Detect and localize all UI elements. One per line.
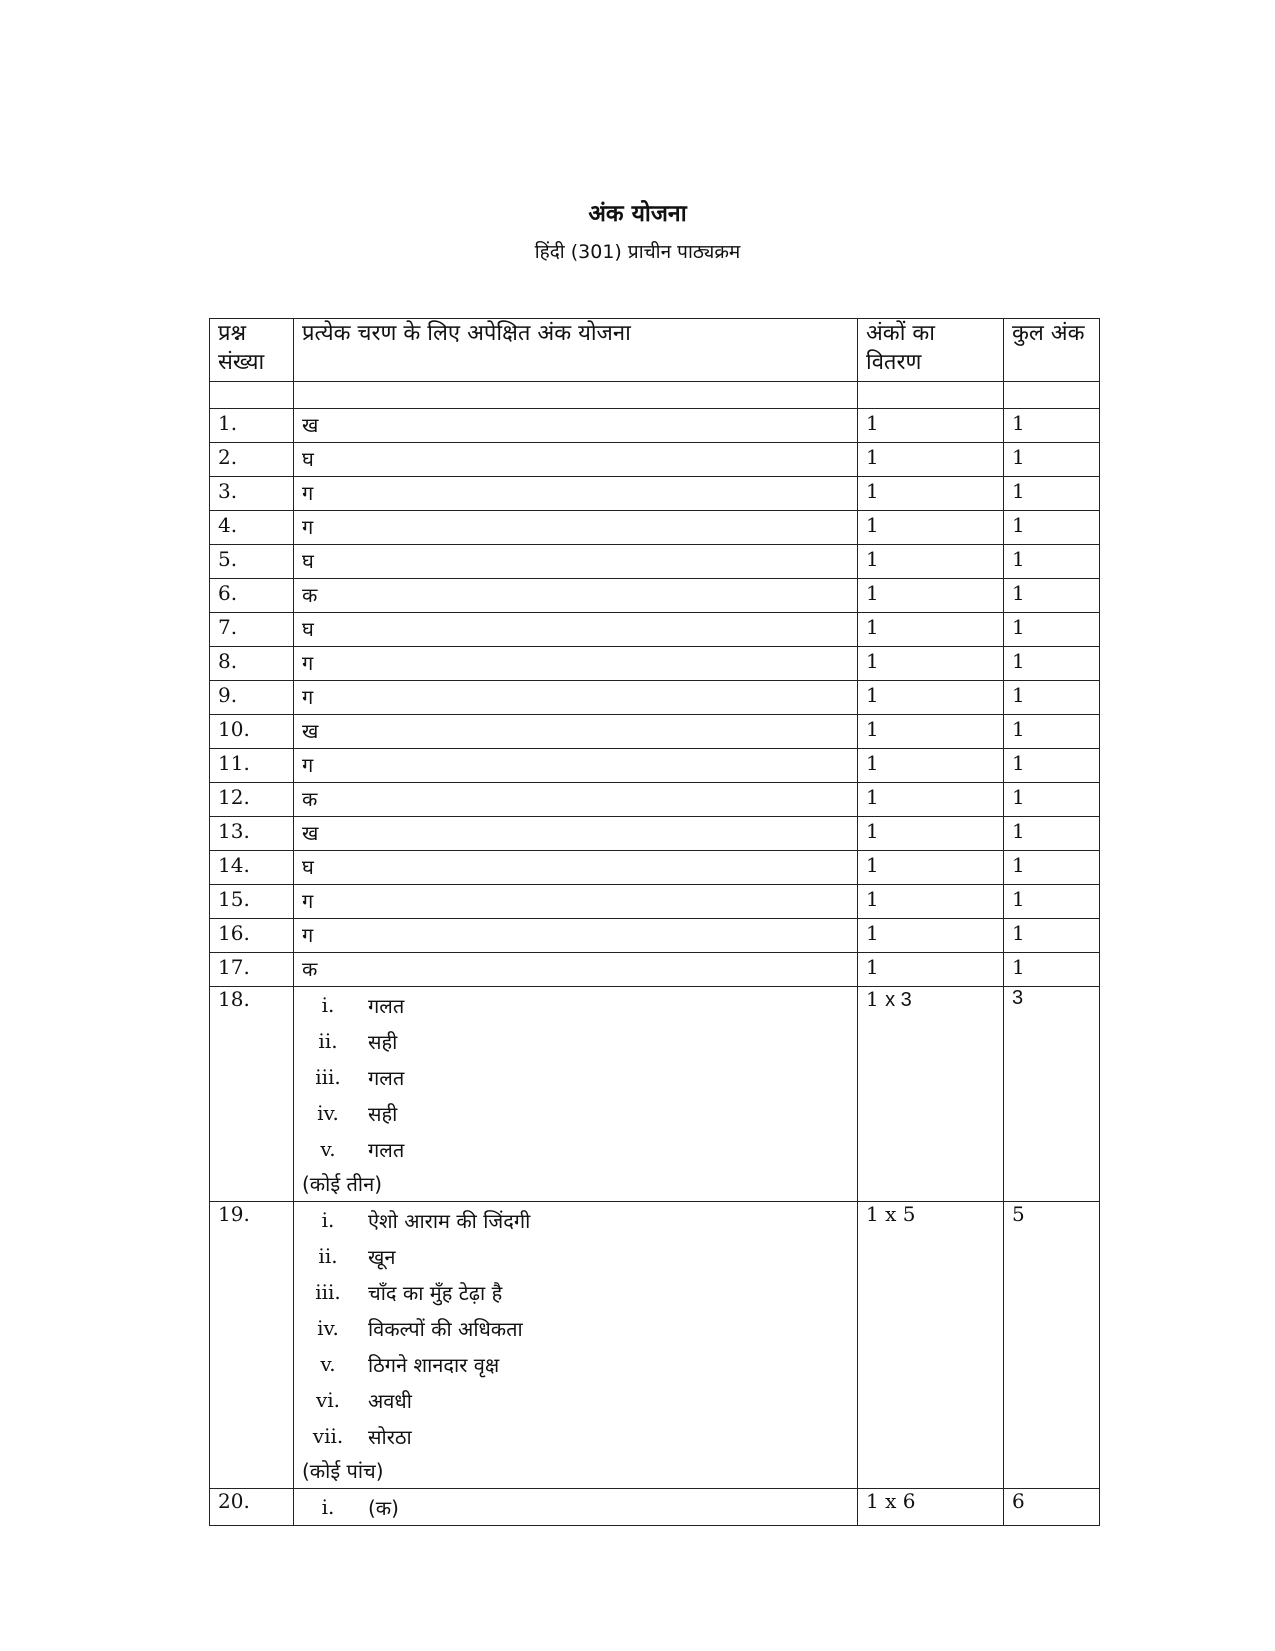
marks-distribution: 1 [858,783,1004,817]
marks-distribution: 1 [858,953,1004,987]
answer-item [302,987,849,1023]
question-number: 3. [210,477,294,511]
total-marks: 6 [1004,1489,1100,1526]
item-text: ऐशो आराम की जिंदगी [368,1208,531,1233]
total-marks: 1 [1004,579,1100,613]
question-number: 11. [210,749,294,783]
item-text: खून [368,1244,396,1269]
total-marks: 1 [1004,409,1100,443]
item-text: गलत [368,1137,405,1162]
marks-distribution: 1 x 5 [858,1202,1004,1489]
item-numeral: ii. [318,1029,338,1053]
item-numeral: i. [321,1495,335,1519]
item-numeral: iv. [317,1101,339,1125]
answer-list [294,987,858,1202]
answer-item [302,1274,849,1310]
question-number: 13. [210,817,294,851]
total-marks: 1 [1004,647,1100,681]
total-marks: 1 [1004,749,1100,783]
answer-item [302,1202,849,1238]
answer: ख [294,715,858,749]
question-number: 17. [210,953,294,987]
table-row [210,919,1100,953]
empty-row [210,382,1100,409]
table-row [210,715,1100,749]
answer: ग [294,919,858,953]
empty-cell [210,382,294,409]
question-number: 19. [210,1202,294,1489]
total-marks: 1 [1004,715,1100,749]
total-marks: 1 [1004,783,1100,817]
table-row [210,613,1100,647]
empty-cell [294,382,858,409]
table-row [210,579,1100,613]
marks-distribution: 1 x 6 [858,1489,1004,1526]
item-text: ठिगने शानदार वृक्ष [368,1352,500,1377]
total-marks: 1 [1004,817,1100,851]
question-number: 12. [210,783,294,817]
answer: ग [294,511,858,545]
total-marks: 1 [1004,953,1100,987]
question-number: 5. [210,545,294,579]
table-row [210,647,1100,681]
marks-distribution: 1 [858,647,1004,681]
item-numeral: vi. [315,1388,341,1412]
answer-list [294,1202,858,1489]
question-number: 14. [210,851,294,885]
table-row [210,783,1100,817]
answer: ग [294,477,858,511]
empty-cell [1004,382,1100,409]
table-row [210,851,1100,885]
marks-distribution: 1 [858,817,1004,851]
marks-distribution [858,987,1004,1202]
answer: क [294,783,858,817]
question-number: 6. [210,579,294,613]
table-row [210,545,1100,579]
answer: घ [294,851,858,885]
marks-distribution: 1 [858,409,1004,443]
item-numeral: vii. [312,1424,344,1448]
marks-distribution: 1 [858,885,1004,919]
item-text: गलत [368,993,405,1018]
marks-distribution: 1 [858,851,1004,885]
question-number: 15. [210,885,294,919]
item-numeral: ii. [318,1244,338,1268]
table-row [210,681,1100,715]
marks-distribution: 1 [858,681,1004,715]
answer-item [302,1238,849,1274]
item-numeral: i. [321,1208,335,1232]
total-marks: 1 [1004,477,1100,511]
answer: घ [294,545,858,579]
table-header-row [210,319,1100,382]
table-row [210,409,1100,443]
answer: ग [294,681,858,715]
item-text: अवधी [368,1388,412,1413]
table-row [210,477,1100,511]
marks-distribution: 1 [858,545,1004,579]
total-marks: 1 [1004,545,1100,579]
empty-cell [858,382,1004,409]
marks-distribution: 1 [858,511,1004,545]
answer-item [302,1095,849,1131]
table-row [210,511,1100,545]
answer-item [302,1023,849,1059]
header-total: कुल अंक [1004,319,1100,382]
table-row [210,749,1100,783]
item-text: सोरठा [368,1424,412,1449]
answer-item [302,1346,849,1382]
item-text: सही [368,1029,398,1054]
header-scheme: प्रत्येक चरण के लिए अपेक्षित अंक योजना [294,319,858,382]
item-text: (क) [368,1495,399,1520]
item-numeral: i. [321,993,335,1017]
answer: घ [294,443,858,477]
question-number: 20. [210,1489,294,1526]
answer-item [302,1131,849,1167]
header-question-number: प्रश्न संख्या [210,319,294,382]
dist-count: x 3 [885,989,912,1011]
answer-list [294,1489,858,1526]
question-number: 10. [210,715,294,749]
marks-distribution: 1 [858,919,1004,953]
answer: घ [294,613,858,647]
total-marks: 1 [1004,851,1100,885]
table-row [210,885,1100,919]
answer: ख [294,409,858,443]
item-text: गलत [368,1065,405,1090]
answer: ग [294,749,858,783]
marks-distribution: 1 [858,579,1004,613]
answer-item [302,1489,849,1525]
item-text: विकल्पों की अधिकता [368,1316,523,1341]
answer: क [294,953,858,987]
marks-distribution: 1 [858,477,1004,511]
total-marks: 1 [1004,511,1100,545]
table-row [210,443,1100,477]
question-number: 16. [210,919,294,953]
page-title: अंक योजना [588,201,687,227]
total-marks: 1 [1004,919,1100,953]
question-number: 4. [210,511,294,545]
question-number: 2. [210,443,294,477]
item-text: चाँद का मुँह टेढ़ा है [368,1280,503,1305]
answer-note: (कोई पांच) [302,1459,384,1483]
question-number: 9. [210,681,294,715]
answer-item [302,1382,849,1418]
marks-distribution: 1 [858,715,1004,749]
dist-multiplier: 1 [866,987,886,1011]
answer: ग [294,885,858,919]
marks-distribution: 1 [858,613,1004,647]
total-marks: 1 [1004,443,1100,477]
question-number: 18. [210,987,294,1202]
total-marks: 1 [1004,885,1100,919]
table-row [210,817,1100,851]
answer-note: (कोई तीन) [302,1172,383,1196]
table-row-q19 [210,1202,1100,1489]
total-marks: 3 [1004,987,1100,1202]
item-numeral: iii. [315,1280,341,1304]
marks-distribution: 1 [858,443,1004,477]
item-numeral: iii. [315,1065,341,1089]
table-row-q20 [210,1489,1100,1526]
marking-scheme-table [209,318,1100,1526]
question-number: 7. [210,613,294,647]
item-numeral: v. [320,1137,336,1161]
header-distribution: अंकों का वितरण [858,319,1004,382]
answer: क [294,579,858,613]
answer: ख [294,817,858,851]
answer: ग [294,647,858,681]
answer-item [302,1418,849,1454]
answer-item [302,1310,849,1346]
table-row [210,953,1100,987]
item-numeral: v. [320,1352,336,1376]
page-subtitle: हिंदी (301) प्राचीन पाठ्यक्रम [534,241,741,263]
total-marks: 1 [1004,613,1100,647]
item-text: सही [368,1101,398,1126]
item-numeral: iv. [317,1316,339,1340]
question-number: 1. [210,409,294,443]
question-number: 8. [210,647,294,681]
answer-item [302,1059,849,1095]
total-marks: 5 [1004,1202,1100,1489]
total-marks: 1 [1004,681,1100,715]
marks-distribution: 1 [858,749,1004,783]
table-row-q18 [210,987,1100,1202]
